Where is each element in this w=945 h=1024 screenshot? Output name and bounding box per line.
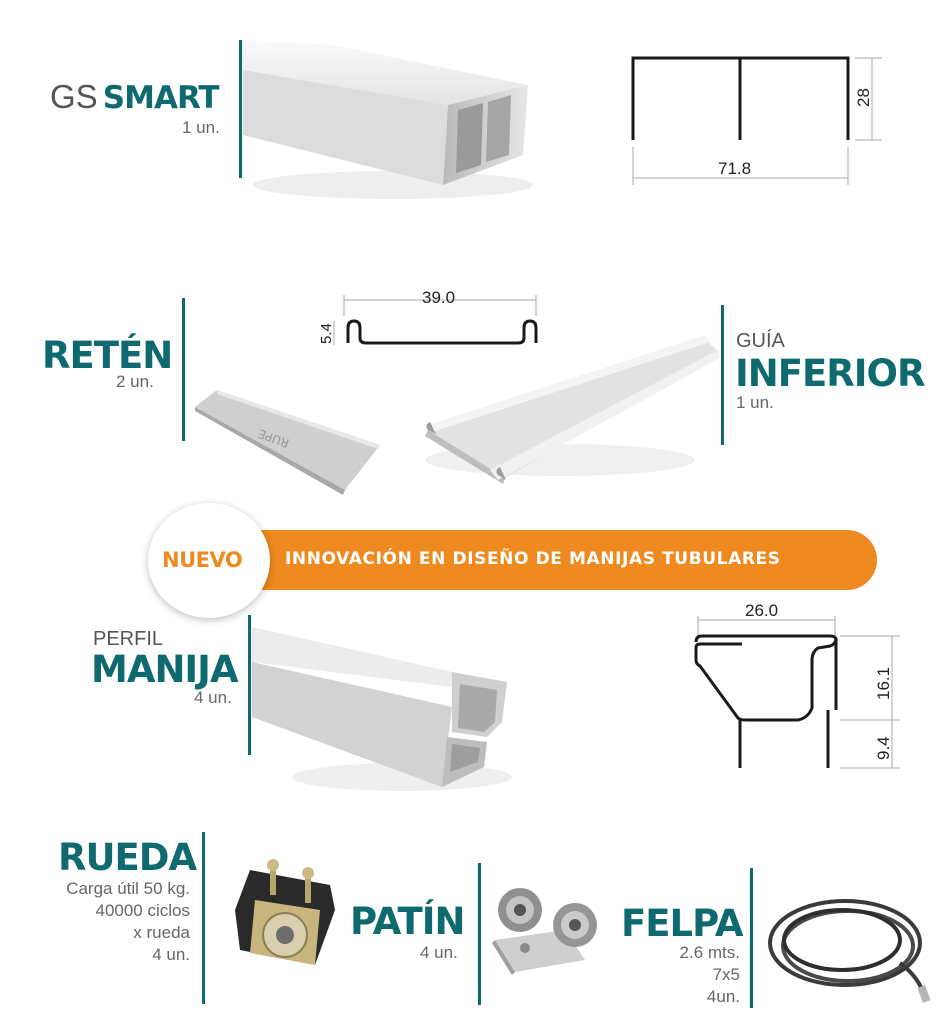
gs-smart-prefix: GS [50, 78, 98, 115]
guia-inferior-title: INFERIOR [735, 352, 925, 395]
innovation-banner [245, 530, 877, 590]
guia-inferior-divider [721, 305, 724, 445]
perfil-manija-prefix: PERFIL [93, 628, 164, 650]
felpa-line2: 7x5 [712, 965, 740, 984]
svg-text:RUPE: RUPE [256, 426, 292, 451]
gs-smart-profile-image [243, 15, 543, 210]
perfil-manija-divider [248, 615, 251, 755]
innovation-banner-text: INNOVACIÓN EN DISEÑO DE MANIJAS TUBULARES [285, 549, 781, 569]
gs-smart-height-label: 28 [854, 88, 873, 107]
perfil-manija-title: MANIJA [91, 648, 238, 691]
gs-smart-qty: 1 un. [182, 118, 220, 137]
reten-qty: 2 un. [116, 372, 154, 391]
gs-smart-dimension-drawing [620, 50, 890, 190]
guia-inferior-image [420, 330, 720, 485]
perfil-manija-image [252, 622, 512, 797]
patin-qty: 4 un. [420, 943, 458, 962]
rueda-title: RUEDA [58, 836, 197, 879]
gs-smart-divider [239, 40, 242, 178]
gs-smart-width-label: 71.8 [718, 159, 752, 178]
patin-image [490, 880, 610, 975]
reten-image [195, 385, 385, 495]
perfil-manija-qty: 4 un. [194, 688, 232, 707]
gs-smart-title [50, 78, 219, 116]
manija-upper-label: 16.1 [874, 666, 893, 700]
guia-inferior-qty: 1 un. [736, 393, 774, 412]
nuevo-badge [148, 503, 270, 618]
reten-divider [182, 298, 185, 441]
rueda-line2: 40000 ciclos [95, 901, 190, 920]
nuevo-badge-text: NUEVO [162, 548, 243, 572]
rueda-image [215, 855, 345, 980]
rueda-divider [202, 832, 205, 1004]
felpa-qty: 4un. [706, 987, 740, 1006]
guia-inferior-prefix: GUÍA [736, 330, 785, 352]
patin-divider [478, 863, 481, 1005]
reten-title: RETÉN [42, 334, 173, 377]
felpa-line1: 2.6 mts. [679, 943, 740, 962]
rueda-line3: x rueda [133, 923, 190, 942]
patin-title: PATÍN [350, 900, 465, 943]
felpa-image [760, 888, 940, 1008]
manija-dimension-drawing [690, 600, 905, 775]
rueda-line1: Carga útil 50 kg. [66, 879, 190, 898]
gs-smart-name: SMART [102, 80, 219, 116]
guia-height-label: 5.4 [318, 323, 335, 344]
felpa-title: FELPA [621, 902, 743, 945]
manija-lower-label: 9.4 [874, 736, 893, 760]
rueda-qty: 4 un. [152, 945, 190, 964]
guia-width-label: 39.0 [422, 288, 456, 307]
manija-width-label: 26.0 [745, 601, 779, 620]
felpa-divider [750, 868, 753, 1008]
